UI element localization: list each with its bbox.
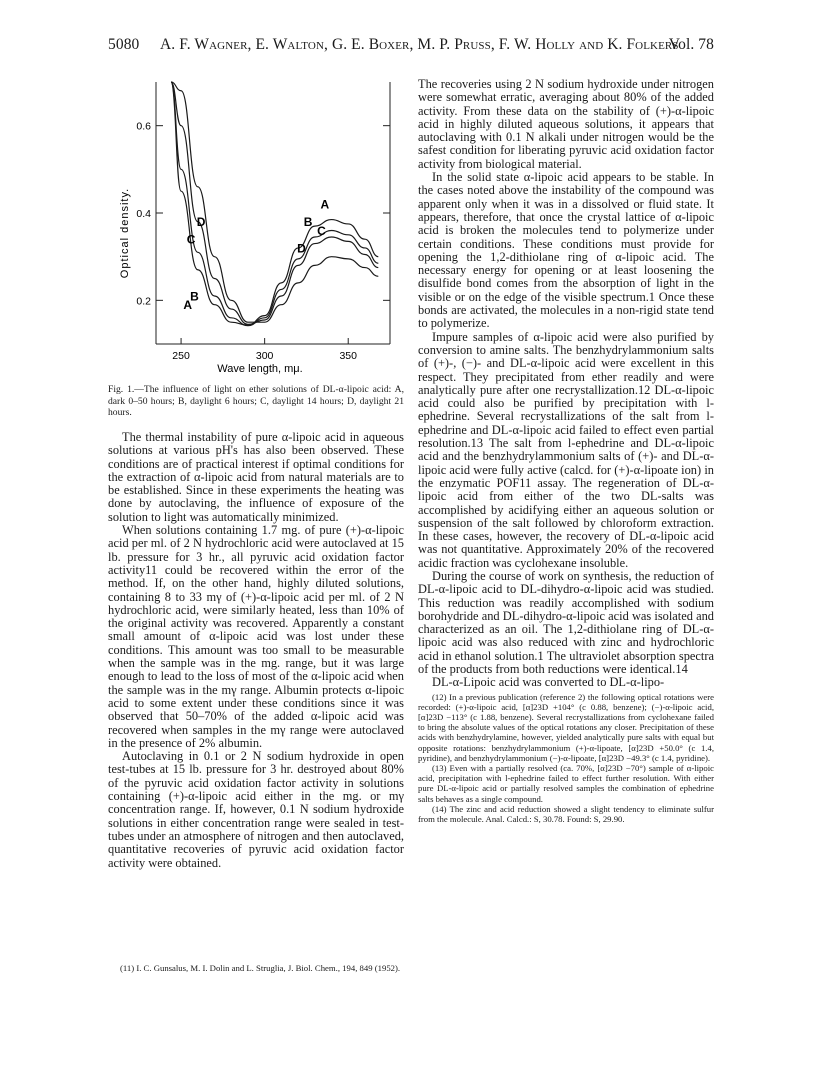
absorption-chart (108, 78, 404, 378)
x-axis-label: Wave length, mμ. (217, 363, 303, 375)
series-line-b (171, 82, 378, 326)
left-column-body (108, 431, 404, 870)
paragraph: Autoclaving in 0.1 or 2 N sodium hydroxide in open test-tubes at 15 lb. pressure for 3 hr. destroyed about 80% of the pyruvic acid oxidation factor activity in solutions containing (+)-α-lipoic acid either in the mg. or mγ concentration range. If, however, 0.1 N sodium hydroxide solutions in either concentration range were sealed in test-tubes under an atmosphere of nitrogen and then autoclaved, quantitative recoveries of pyruvic acid oxidation factor activity were obtained. (108, 749, 404, 870)
x-tick-label: 300 (255, 350, 274, 362)
right-footnotes (418, 692, 714, 825)
series-line-a (171, 82, 378, 325)
page-number: 5080 (108, 36, 140, 53)
paragraph: The thermal instability of pure α-lipoic acid in aqueous solutions at various pH's has also been observed. These conditions are of practical interest if optimal conditions for the extraction of α-lipoic acid from natural materials are to be established. Since in these experiments the heating was done by autoclaving, the influence of exposure of the solution to light was automatically minimized. (108, 430, 404, 524)
caption-label: Fig. 1. (108, 384, 135, 395)
footnote: (12) In a previous publication (reference 2) the following optical rotations were recorded: (+)-α-lipoic acid, [α]23D +104° (c 0.88, benzene); (−)-α-lipoic acid, [α]23D −113° (c 1.88, benzene). Several recrystallizations from cyclohexane failed to bring the absolute values of the optical rotations any closer. Precipitation of these acids with benzhydrylamine, however, yielded analytically pure salts with equal but opposite rotations: benzhydrylammonium (+)-α-lipoate, [α]23D +50.0° (c 1.4, pyridine), and benzhydrylammonium (−)-α-lipoate, [α]23D −49.3° (c 1.4, pyridine). (418, 691, 714, 763)
footnote: (11) I. C. Gunsalus, M. I. Dolin and L. Struglia, J. Biol. Chem., 194, 849 (1952). (120, 963, 401, 973)
curve-label: C (186, 232, 196, 247)
x-tick-label: 350 (339, 350, 357, 362)
curve-label: B (303, 215, 313, 230)
paragraph: The recoveries using 2 N sodium hydroxide under nitrogen were somewhat erratic, averaging about 80% of the added activity. From these data on the stability of (+)-α-lipoic acid in highly diluted aqueous solutions, it appears that autoclaving with 0.1 N alkali under nitrogen would be the safest condition for liberating pyruvic acid oxidation factor activity from biological material. (418, 77, 714, 171)
figure-caption (108, 384, 404, 419)
curve-label: A (183, 298, 193, 313)
footnote: (13) Even with a partially resolved (ca. 70%, [α]23D −70°) sample of α-lipoic acid, precipitation with l-ephedrine failed to effect further resolution. With either pure DL-α-lipoic acid or partially resolved samples the combination of ephedrine salts behaves as a single compound. (418, 763, 714, 804)
curve-label: B (190, 289, 199, 304)
running-authors: A. F. Wagner, E. Walton, G. E. Boxer, M. P. Pruss, F. W. Holly and K. Folkers (160, 36, 679, 53)
curve-label: D (297, 241, 306, 256)
y-tick-label: 0.4 (136, 208, 151, 220)
series-line-c (171, 82, 378, 324)
curve-label: C (317, 223, 326, 238)
page-header (108, 36, 714, 56)
left-footnotes (108, 963, 404, 973)
paragraph: When solutions containing 1.7 mg. of pure (+)-α-lipoic acid per ml. of 2 N hydrochloric acid were autoclaved at 15 lb. pressure for 3 hr., all pyruvic acid oxidation factor activity11 could be recovered within the error of the method. If, on the other hand, highly diluted solutions, containing 8 to 33 mγ of (+)-α-lipoic acid per ml. of 2 N hydrochloric acid, were similarly heated, less than 10% of the original activity was recovered. Apparently a constant small amount of α-lipoic acid was lost under these conditions. This amount was too small to be measurable when the sample was in the mg. range, but it was large enough to lead to the loss of most of the α-lipoic acid when the sample was in the mγ range. Albumin protects α-lipoic acid to some extent under these conditions since it was observed that 50–70% of the added α-lipoic acid was recovered when samples in the mγ range were autoclaved in the presence of 2% albumin. (108, 523, 404, 750)
curve-label: D (196, 215, 206, 230)
y-axis-label: Optical density. (119, 187, 131, 279)
caption-text: —The influence of light on ether solutions of DL-α-lipoic acid: A, dark 0–50 hours; B, daylight 6 hours; C, daylight 14 hours; D, daylight 21 hours. (108, 384, 404, 419)
series-line-d (171, 82, 378, 322)
y-tick-label: 0.6 (136, 120, 151, 133)
volume-number: Vol. 78 (668, 36, 714, 53)
paragraph: DL-α-Lipoic acid was converted to DL-α-lipo- (432, 675, 665, 690)
footnote: (14) The zinc and acid reduction showed a slight tendency to eliminate sulfur from the molecule. Anal. Calcd.: S, 30.78. Found: S, 29.90. (418, 803, 714, 825)
y-tick-label: 0.2 (136, 295, 151, 308)
paragraph: During the course of work on synthesis, the reduction of DL-α-lipoic acid to DL-dihydro-α-lipoic acid was studied. This reduction was readily accomplished with sodium borohydride and DL-dihydro-α-lipoic acid was isolated and characterized as an oil. The 1,2-dithiolane ring of DL-α-lipoic acid was also reduced with zinc and hydrochloric acid in ethanol solution.1 The ultraviolet absorption spectra of the products from both reductions were identical.14 (418, 568, 714, 677)
curve-label: A (320, 197, 330, 212)
paragraph: Impure samples of α-lipoic acid were also purified by conversion to amine salts. The benzhydrylammonium salts of (+)-, (−)- and DL-α-lipoic acid were excellent in this respect. They precipitated from ether readily and were analytically pure after one recrystallization.12 DL-α-lipoic acid could also be purified by precipitation with l-ephedrine. Several recrystallizations of the salt from l-ephedrine and DL-α-lipoic acid failed to effect even partial resolution.13 The salt from l-ephedrine and DL-α-lipoic acid and the benzhydrylammonium salts of (+)- and DL-α-lipoic acid were fully active (calcd. for (+)-α-lipoate ion) in the enzymatic POF11 assay. The regeneration of DL-α-lipoic acid from either of the two DL-salts was accomplished by acidifying either an aqueous solution or suspension of the salt followed by chloroform extraction. In these cases, however, the recovery of DL-α-lipoic acid was not quantitative. Approximately 20% of the recovered acidic fraction was cyclohexane insoluble. (418, 329, 714, 570)
figure-1 (108, 78, 404, 378)
paragraph: In the solid state α-lipoic acid appears to be stable. In the cases noted above the instability of the compound was apparent only when it was in a dissolved or fluid state. It appears, therefore, that once the crystal lattice of α-lipoic acid is broken the molecules tend to polymerize under certain conditions. These conditions must provide for opening the 1,2-dithiolane ring of α-lipoic acid. The necessary energy for opening or at least loosening the disulfide bond comes from the absorption of light in the visible or on the edge of the visible spectrum.1 Once these bonds are activated, the molecules in a non-rigid state tend to polymerize. (418, 170, 714, 331)
x-tick-label: 250 (172, 350, 190, 362)
right-column-body (418, 78, 714, 824)
